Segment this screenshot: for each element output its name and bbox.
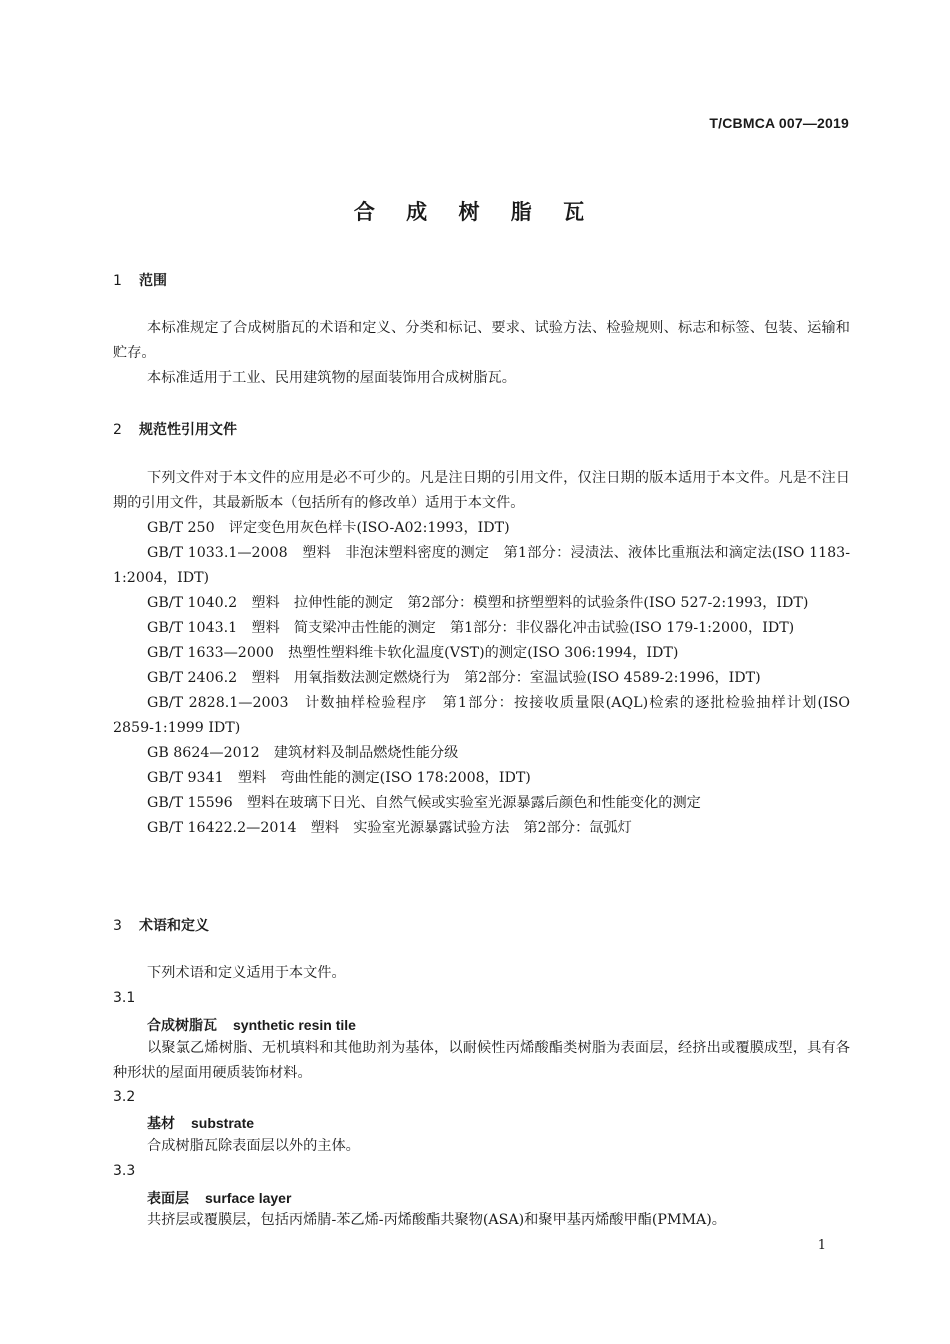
section-heading-terms: [113, 915, 209, 935]
paragraph: 本标准规定了合成树脂瓦的术语和定义、分类和标记、要求、试验方法、检验规则、标志和标签、包装、运输和贮存。: [113, 320, 850, 361]
paragraph: 本标准适用于工业、民用建筑物的屋面装饰用合成树脂瓦。: [147, 370, 516, 386]
term-number: 3.1: [113, 990, 136, 1006]
section-number: 2: [113, 422, 122, 438]
section-heading-scope: [113, 270, 167, 290]
reference-item: GB/T 1043.1 塑料 简支梁冲击性能的测定 第1部分：非仪器化冲击试验(ISO 179-1:2000，IDT): [147, 620, 795, 636]
reference-item: GB/T 15596 塑料在玻璃下日光、自然气候或实验室光源暴露后颜色和性能变化的测定: [147, 795, 701, 811]
definition-text: 以聚氯乙烯树脂、无机填料和其他助剂为基体，以耐候性丙烯酸酯类树脂为表面层，经挤出或覆膜成型，具有各种形状的屋面用硬质装饰材料。: [113, 1040, 850, 1081]
page-number: 1: [817, 1238, 826, 1253]
term-definition: [113, 1036, 850, 1086]
reference-item: GB 8624—2012 建筑材料及制品燃烧性能分级: [147, 745, 459, 761]
reference-item: GB/T 9341 塑料 弯曲性能的测定(ISO 178:2008，IDT): [147, 770, 531, 786]
term-en: substrate: [191, 1115, 255, 1131]
definition-text: 合成树脂瓦除表面层以外的主体。: [147, 1138, 360, 1154]
reference-item: GB/T 1040.2 塑料 拉伸性能的测定 第2部分：模塑和挤塑塑料的试验条件(ISO 527-2:1993，IDT): [147, 595, 809, 611]
term-zh: 合成树脂瓦: [147, 1018, 217, 1034]
term-number: 3.2: [113, 1089, 136, 1105]
term-heading: [147, 1015, 356, 1035]
section-1-body: [113, 316, 850, 391]
term-definition: [113, 1134, 850, 1159]
term-en: synthetic resin tile: [233, 1017, 356, 1033]
section-title: 规范性引用文件: [139, 422, 237, 438]
reference-item: GB/T 2828.1—2003 计数抽样检验程序 第1部分：按接收质量限(AQL)检索的逐批检验抽样计划(ISO 2859-1:1999 IDT): [113, 695, 850, 736]
term-heading: [147, 1188, 291, 1208]
section-2-body: [113, 466, 850, 841]
standard-code: T/CBMCA 007—2019: [709, 115, 849, 131]
paragraph: 下列文件对于本文件的应用是必不可少的。凡是注日期的引用文件，仅注日期的版本适用于本文件。凡是不注日期的引用文件，其最新版本（包括所有的修改单）适用于本文件。: [113, 470, 850, 511]
section-number: 3: [113, 918, 122, 934]
reference-item: GB/T 1633—2000 热塑性塑料维卡软化温度(VST)的测定(ISO 306:1994，IDT): [147, 645, 679, 661]
section-heading-normative-references: [113, 419, 237, 439]
reference-item: GB/T 250 评定变色用灰色样卡(ISO-A02:1993，IDT): [147, 520, 510, 536]
term-zh: 表面层: [147, 1191, 189, 1207]
definition-text: 共挤层或覆膜层，包括丙烯腈-苯乙烯-丙烯酸酯共聚物(ASA)和聚甲基丙烯酸甲酯(PMMA)。: [147, 1212, 726, 1228]
section-3-intro: [113, 961, 850, 986]
section-title: 范围: [139, 273, 167, 289]
document-title: 合 成 树 脂 瓦: [353, 200, 597, 224]
term-definition: [113, 1208, 850, 1233]
paragraph: 下列术语和定义适用于本文件。: [147, 965, 346, 981]
reference-item: GB/T 16422.2—2014 塑料 实验室光源暴露试验方法 第2部分：氙弧灯: [147, 820, 632, 836]
term-heading: [147, 1113, 254, 1133]
term-en: surface layer: [205, 1190, 292, 1206]
section-title: 术语和定义: [139, 918, 209, 934]
reference-item: GB/T 2406.2 塑料 用氧指数法测定燃烧行为 第2部分：室温试验(ISO 4589-2:1996，IDT): [147, 670, 761, 686]
term-zh: 基材: [147, 1116, 175, 1132]
reference-item: GB/T 1033.1—2008 塑料 非泡沫塑料密度的测定 第1部分：浸渍法、液体比重瓶法和滴定法(ISO 1183-1:2004，IDT): [113, 545, 850, 586]
term-number: 3.3: [113, 1163, 136, 1179]
section-number: 1: [113, 273, 122, 289]
